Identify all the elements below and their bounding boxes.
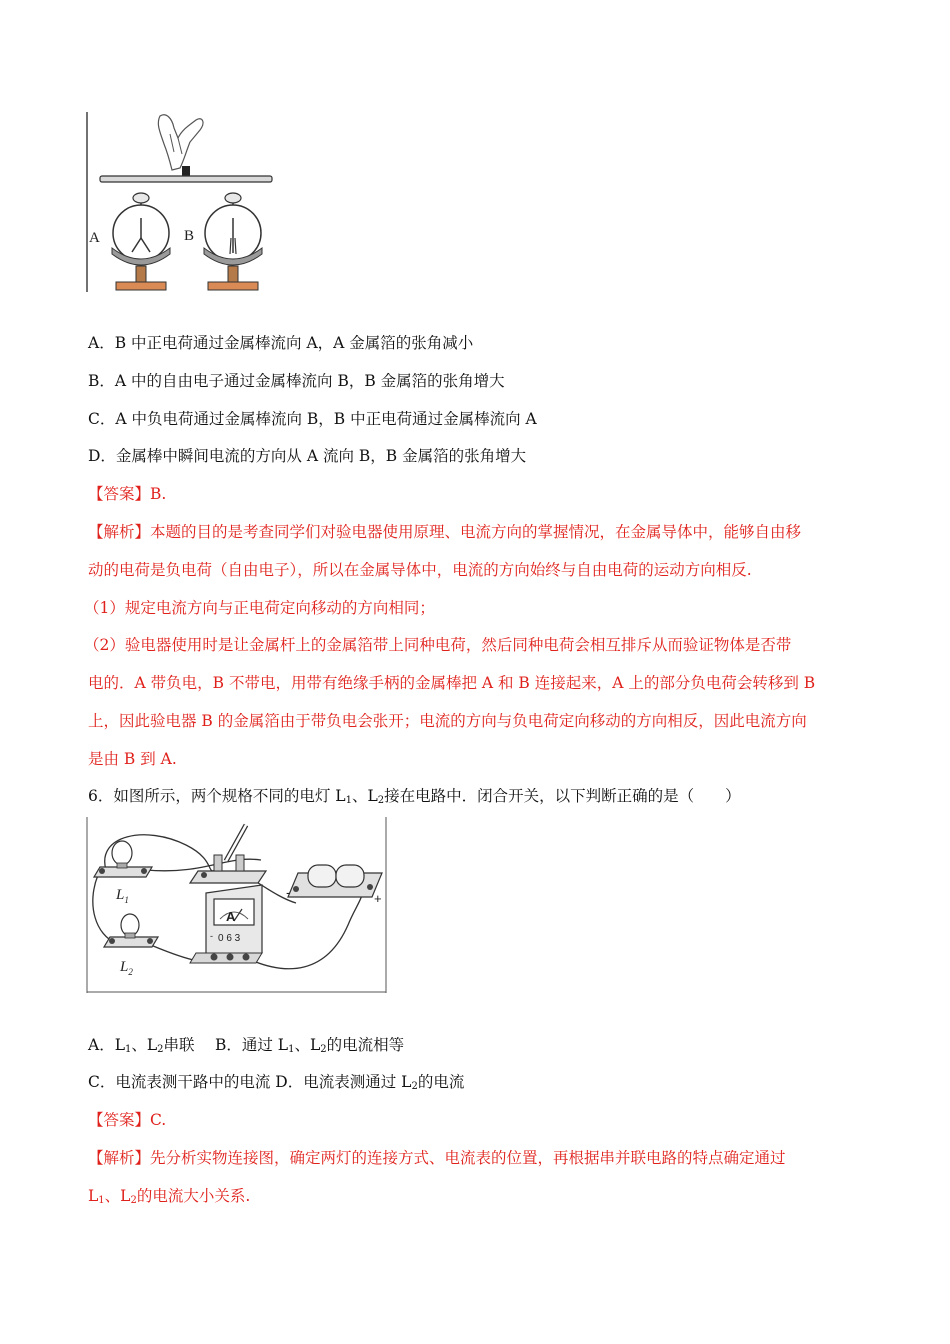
electroscope-a	[112, 193, 170, 290]
q5-analysis-line-2: 动的电荷是负电荷（自由电子），所以在金属导体中，电流的方向始终与自由电荷的运动方向相反.	[88, 561, 752, 579]
q6-stem: 6．如图所示，两个规格不同的电灯 $L_1$、$L_2$接在电路中．闭合开关，以下判断正确的是（ ）	[88, 787, 741, 806]
lamp-l2	[104, 914, 158, 977]
ammeter-scale: 0 6 3	[218, 933, 241, 944]
battery-holder	[286, 865, 382, 906]
knife-switch	[190, 825, 266, 883]
battery-minus: -	[286, 884, 291, 900]
q5-analysis-line-3: （1）规定电流方向与正电荷定向移动的方向相同；	[84, 599, 435, 617]
q5-analysis-line-7: 是由 B 到 A.	[88, 750, 177, 768]
q5-answer: 【答案】B.	[88, 485, 167, 503]
q5-option-a: A．B 中正电荷通过金属棒流向 A，A 金属箔的张角减小	[88, 334, 474, 352]
q5-option-b: B．A 中的自由电子通过金属棒流向 B，B 金属箔的张角增大	[88, 372, 505, 390]
circuit-figure	[86, 815, 388, 995]
q6-option-cd: C．电流表测干路中的电流 D．电流表测通过 $L_2$的电流	[88, 1073, 465, 1092]
label-a: A	[89, 230, 100, 246]
q6-analysis-line-2: $L_1$、$L_2$的电流大小关系.	[88, 1187, 251, 1206]
q6-option-ab: A．$L_1$、$L_2$串联 B．通过 $L_1$、$L_2$的电流相等	[88, 1036, 405, 1055]
electroscope-figure	[86, 108, 286, 294]
ammeter	[190, 885, 262, 963]
q5-analysis-line-1: 【解析】本题的目的是考查同学们对验电器使用原理、电流方向的掌握情况，在金属导体中，能够自由移	[88, 523, 802, 541]
battery-plus: +	[374, 891, 382, 906]
lamp-l2-label: $L_2$	[120, 959, 133, 977]
q5-analysis-line-4: （2）验电器使用时是让金属杆上的金属箔带上同种电荷，然后同种电荷会相互排斥从而验证物体是否带	[84, 636, 792, 654]
label-b: B	[184, 228, 195, 244]
lamp-l1-label: $L_1$	[116, 887, 129, 905]
lamp-l1	[94, 841, 152, 905]
q5-option-c: C．A 中负电荷通过金属棒流向 B，B 中正电荷通过金属棒流向 A	[88, 410, 537, 428]
q5-option-d: D．金属棒中瞬间电流的方向从 A 流向 B，B 金属箔的张角增大	[88, 447, 527, 465]
q6-analysis-line-1: 【解析】先分析实物连接图，确定两灯的连接方式、电流表的位置，再根据串并联电路的特点确定通过	[88, 1149, 786, 1167]
q6-answer: 【答案】C.	[88, 1111, 167, 1129]
q5-analysis-line-5: 电的．A 带负电，B 不带电，用带有绝缘手柄的金属棒把 A 和 B 连接起来，A 上的部分负电荷会转移到 B	[88, 674, 816, 692]
ammeter-symbol: A	[226, 909, 236, 924]
q5-analysis-line-6: 上，因此验电器 B 的金属箔由于带负电会张开；电流的方向与负电荷定向移动的方向相反，因此电流方向	[88, 712, 807, 730]
ammeter-minus: -	[210, 931, 213, 941]
electroscope-b	[204, 193, 262, 290]
